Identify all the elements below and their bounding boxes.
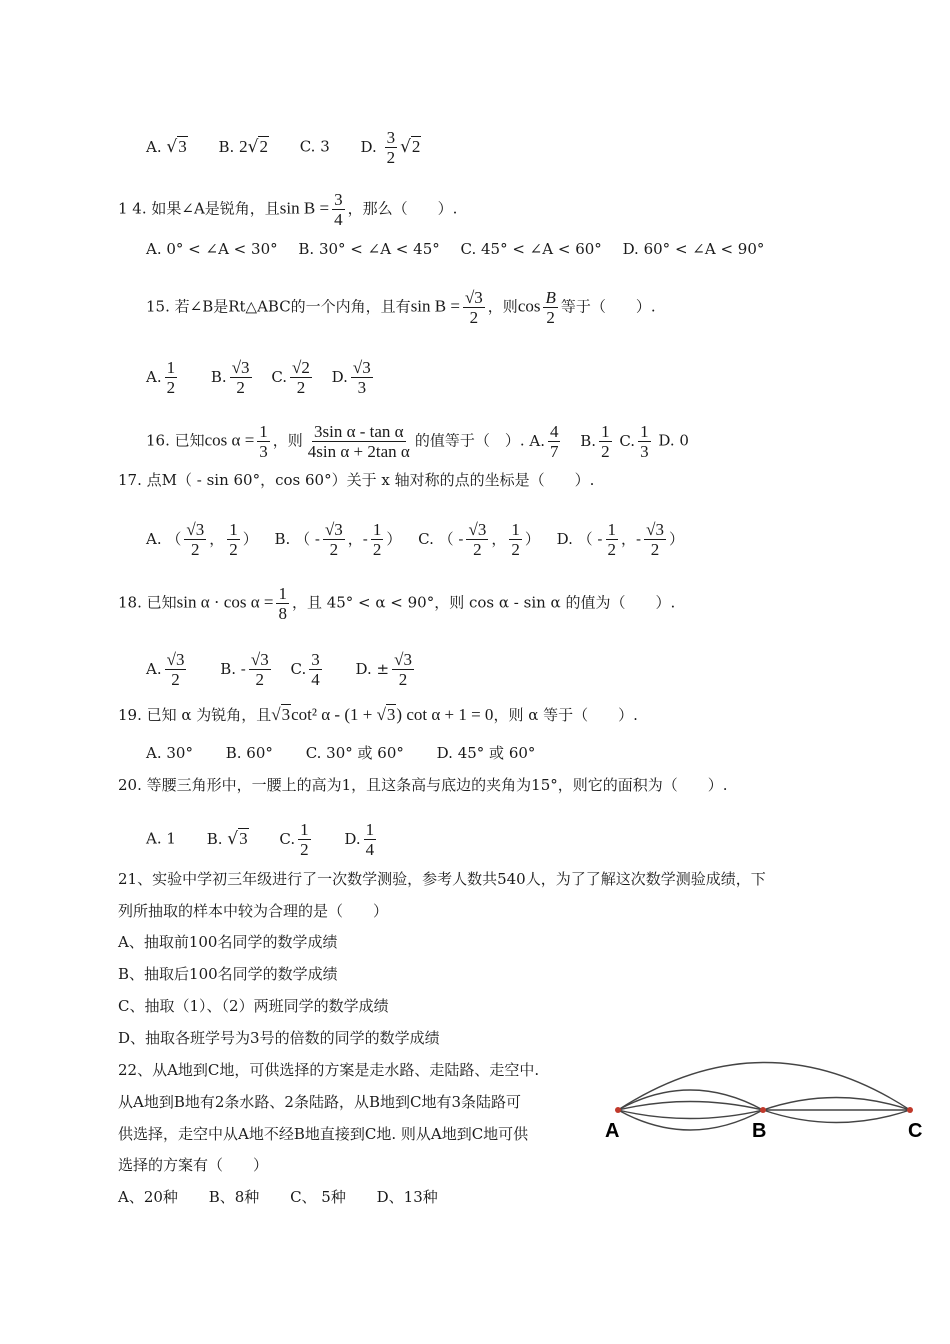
point-c	[907, 1107, 913, 1113]
q22-option-d[interactable]: D、13种	[376, 1188, 438, 1206]
q16-stem: 16. 已知cos α = $\frac{1}{3}$ ，则 $\frac{\text{3sin α - tan α}}{\text{4sin α + 2tan α}}$ 的值等于（ ）. A. $\frac{4}{7}$ B. $\frac{1}{2}$ C. $\frac{1}{3}$ D. 0	[146, 422, 689, 461]
q13-option-a[interactable]: A. √3	[146, 136, 187, 157]
q16-option-a[interactable]: A. $\frac{4}{7}$	[529, 422, 559, 461]
q15-option-a[interactable]: A. $\frac{1}{2}$	[146, 358, 176, 397]
q14-stem: 1 4. 如果∠A是锐角，且sin B = $\frac{3}{4}$ ，那么（ ）.	[118, 190, 458, 229]
q15-option-b[interactable]: B. $\frac{√3}{2}$	[210, 358, 250, 397]
q15-option-d[interactable]: D. $\frac{√3}{3}$	[331, 358, 371, 397]
q20-option-a[interactable]: A. 1	[146, 829, 176, 848]
q13-option-d[interactable]: D. $\frac{3}{2}$ √2	[360, 128, 421, 167]
q18-option-c[interactable]: C. $\frac{3}{4}$	[290, 650, 320, 689]
q15-option-c[interactable]: C. $\frac{√2}{2}$	[271, 358, 310, 397]
q14-option-d[interactable]: D. 60° < ∠A < 90°	[622, 240, 765, 258]
q16-option-c[interactable]: C. $\frac{1}{3}$	[619, 422, 649, 461]
q22-stem-line4: 选择的方案有（ ）	[118, 1156, 269, 1174]
q18-option-d[interactable]: D. ± $\frac{√3}{2}$	[355, 650, 412, 689]
q19-option-a[interactable]: A. 30°	[146, 744, 193, 762]
q22-stem-line1: 22、从A地到C地，可供选择的方案是走水路、走陆路、走空中.	[118, 1061, 540, 1079]
q20-option-d[interactable]: D. $\frac{1}{4}$	[344, 820, 375, 859]
route-a-b-4	[618, 1110, 763, 1130]
q20-options	[146, 820, 379, 859]
label-a: A	[605, 1120, 620, 1142]
point-a	[615, 1107, 621, 1113]
q15-options	[146, 358, 376, 397]
q21-option-b[interactable]: B、抽取后100名同学的数学成绩	[118, 965, 338, 983]
q14-options	[146, 239, 780, 259]
q21-stem-line1: 21、实验中学初三年级进行了一次数学测验，参考人数共540人，为了了解这次数学测验成绩，下	[118, 870, 766, 888]
label-c: C	[908, 1120, 923, 1142]
q16-option-d[interactable]: D. 0	[658, 431, 689, 450]
q18-option-b[interactable]: B. - $\frac{√3}{2}$	[220, 650, 269, 689]
q21-stem-line2: 列所抽取的样本中较为合理的是（ ）	[118, 902, 389, 920]
q21-option-a[interactable]: A、抽取前100名同学的数学成绩	[118, 933, 338, 951]
q21-option-c[interactable]: C、抽取（1）、（2）两班同学的数学成绩	[118, 997, 389, 1015]
q22-options	[118, 1187, 438, 1207]
q19-option-d[interactable]: D. 45° 或 60°	[436, 744, 536, 762]
q19-option-b[interactable]: B. 60°	[225, 744, 273, 762]
q17-stem: 17. 点M（ - sin 60°，cos 60°）关于 x 轴对称的点的坐标是（ ）.	[118, 471, 595, 489]
q20-option-c[interactable]: C. $\frac{1}{2}$	[279, 820, 309, 859]
point-b	[760, 1107, 766, 1113]
q20-option-b[interactable]: B. √3	[206, 828, 248, 849]
q18-options	[146, 650, 417, 689]
q18-stem: 18. 已知sin α · cos α = $\frac{1}{8}$ ，且 45° < α < 90°，则 cos α - sin α 的值为（ ）.	[118, 584, 676, 623]
route-b-c-3	[763, 1110, 910, 1123]
q17-option-c[interactable]: C. （ - $\frac{√3}{2}$ ， $\frac{1}{2}$ ）	[418, 520, 540, 559]
q22-option-b[interactable]: B、8种	[208, 1188, 260, 1206]
q13-options	[146, 128, 421, 167]
q16-option-b[interactable]: B. $\frac{1}{2}$	[580, 422, 610, 461]
q21-option-d[interactable]: D、抽取各班学号为3号的倍数的同学的数学成绩	[118, 1029, 440, 1047]
q19-stem: 19. 已知 α 为锐角，且√3cot² α - (1 + √3) cot α + 1 = 0，则 α 等于（ ）.	[118, 705, 638, 724]
q18-option-a[interactable]: A. $\frac{√3}{2}$	[146, 650, 185, 689]
q15-stem: 15. 若∠B是Rt△ABC的一个内角，且有sin B = $\frac{√3}{2}$ ，则cos $\frac{B}{2}$ 等于（ ）.	[146, 288, 656, 327]
route-a-b-2	[618, 1102, 763, 1111]
label-b: B	[752, 1120, 767, 1142]
q13-option-b[interactable]: B. 2√2	[218, 136, 268, 157]
q22-stem-line2: 从A地到B地有2条水路、2条陆路，从B地到C地有3条陆路可	[118, 1093, 521, 1111]
q17-option-d[interactable]: D. （ - $\frac{1}{2}$ ，- $\frac{√3}{2}$ ）	[556, 520, 684, 559]
q17-option-b[interactable]: B. （ - $\frac{√3}{2}$ ，- $\frac{1}{2}$ ）	[274, 520, 402, 559]
q19-option-c[interactable]: C. 30° 或 60°	[305, 744, 404, 762]
q16-expression: $\frac{\text{3sin α - tan α}}{\text{4sin α + 2tan α}}$	[307, 422, 410, 461]
q22-option-c[interactable]: C、 5种	[290, 1188, 346, 1206]
q19-options	[146, 743, 551, 763]
route-a-b-1	[618, 1090, 763, 1110]
q17-option-a[interactable]: A. （ $\frac{√3}{2}$ ， $\frac{1}{2}$ ）	[146, 520, 258, 559]
q13-option-c[interactable]: C. 3	[299, 137, 330, 156]
q17-options	[146, 520, 684, 559]
q22-stem-line3: 供选择，走空中从A地不经B地直接到C地. 则从A地到C地可供	[118, 1125, 529, 1143]
q14-option-c[interactable]: C. 45° < ∠A < 60°	[460, 240, 602, 258]
q20-stem: 20. 等腰三角形中，一腰上的高为1，且这条高与底边的夹角为15°，则它的面积为（ ）.	[118, 776, 728, 794]
q14-option-a[interactable]: A. 0° < ∠A < 30°	[146, 240, 278, 258]
route-diagram	[600, 1055, 940, 1145]
q14-option-b[interactable]: B. 30° < ∠A < 45°	[298, 240, 440, 258]
route-a-b-3	[618, 1110, 763, 1119]
route-b-c-1	[763, 1098, 910, 1111]
q22-option-a[interactable]: A、20种	[118, 1188, 178, 1206]
